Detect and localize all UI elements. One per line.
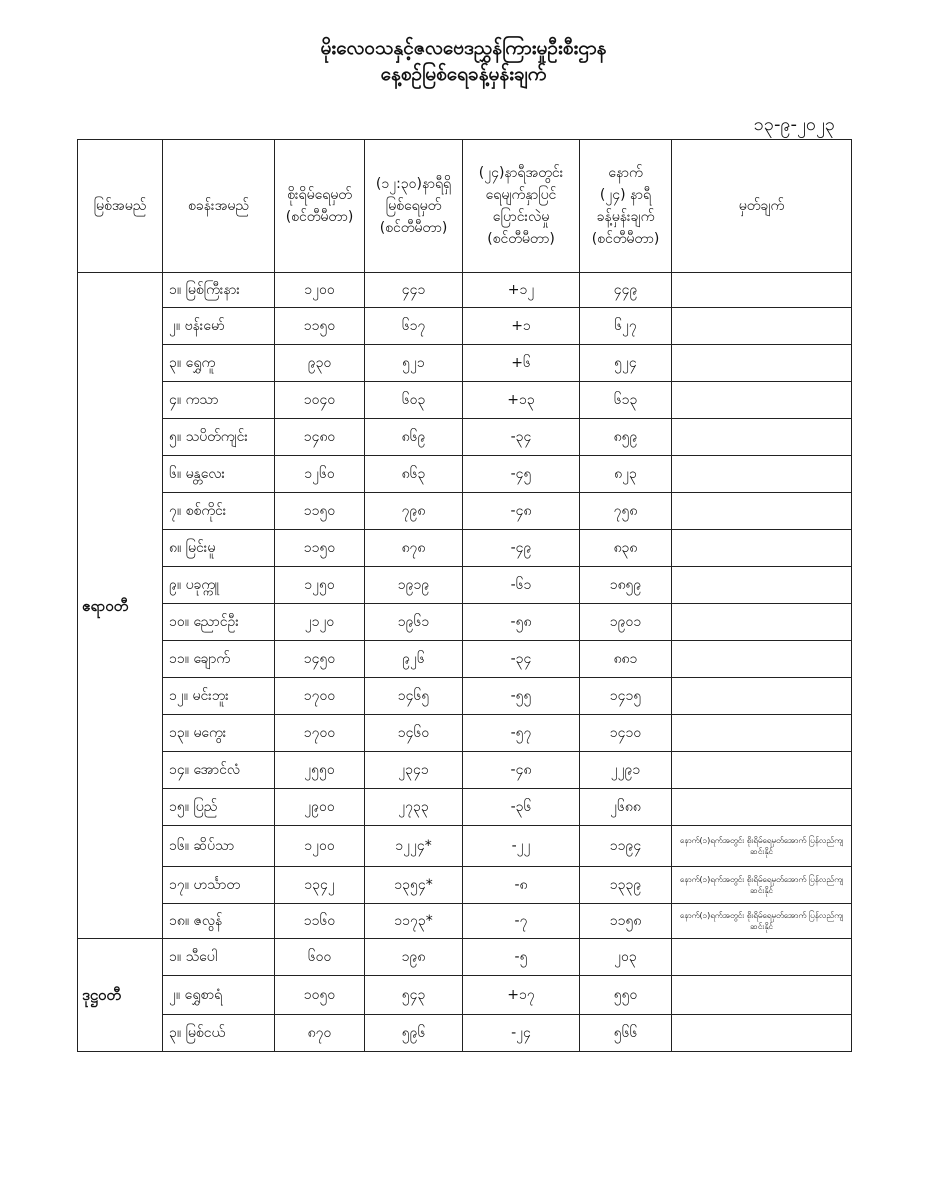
table-row bbox=[78, 752, 852, 789]
change-cell: -၂၄ bbox=[463, 1015, 580, 1052]
station-cell: ၁။ သီပေါ bbox=[163, 939, 275, 976]
change-cell: -၂၂ bbox=[463, 826, 580, 867]
change-cell: -၄၅ bbox=[463, 456, 580, 493]
change-cell: -၄၈ bbox=[463, 752, 580, 789]
danger-level-cell: ၁၁၅၀ bbox=[275, 308, 365, 345]
river-name-cell: ဧရာဝတီ bbox=[78, 273, 163, 939]
station-cell: ၅။ သပိတ်ကျင်း bbox=[163, 419, 275, 456]
header-danger-level: စိုးရိမ်ရေမှတ် (စင်တီမီတာ) bbox=[275, 140, 365, 273]
table-row bbox=[78, 273, 852, 308]
observed-level-cell: ၉၂၆ bbox=[365, 641, 463, 678]
danger-level-cell: ၁၂၀၀ bbox=[275, 273, 365, 308]
forecast-cell: ၈၅၉ bbox=[580, 419, 672, 456]
danger-level-cell: ၂၉၀၀ bbox=[275, 789, 365, 826]
forecast-cell: ၁၈၅၉ bbox=[580, 567, 672, 604]
remark-cell bbox=[672, 382, 852, 419]
danger-level-cell: ၁၄၈၀ bbox=[275, 419, 365, 456]
change-cell: +၁၂ bbox=[463, 273, 580, 308]
station-cell: ၁၅။ ပြည် bbox=[163, 789, 275, 826]
remark-cell bbox=[672, 789, 852, 826]
station-cell: ၁၇။ ဟင်္သာတ bbox=[163, 867, 275, 904]
table-row bbox=[78, 382, 852, 419]
observed-level-cell: ၈၆၃ bbox=[365, 456, 463, 493]
station-cell: ၁၆။ ဆိပ်သာ bbox=[163, 826, 275, 867]
table-row bbox=[78, 789, 852, 826]
change-cell: +၁ bbox=[463, 308, 580, 345]
forecast-cell: ၅၅၀ bbox=[580, 976, 672, 1015]
remark-cell bbox=[672, 567, 852, 604]
station-cell: ၂။ ရွှေစာရံ bbox=[163, 976, 275, 1015]
observed-level-cell: ၁၉၈ bbox=[365, 939, 463, 976]
table-row bbox=[78, 826, 852, 867]
danger-level-cell: ၁၄၅၀ bbox=[275, 641, 365, 678]
observed-level-cell: ၂၇၃၃ bbox=[365, 789, 463, 826]
danger-level-cell: ၁၁၆၀ bbox=[275, 904, 365, 939]
remark-cell bbox=[672, 493, 852, 530]
forecast-cell: ၅၂၄ bbox=[580, 345, 672, 382]
danger-level-cell: ၁၂၆၀ bbox=[275, 456, 365, 493]
table-row bbox=[78, 308, 852, 345]
table-row bbox=[78, 493, 852, 530]
remark-cell bbox=[672, 752, 852, 789]
remark-cell bbox=[672, 715, 852, 752]
forecast-cell: ၈၃၈ bbox=[580, 530, 672, 567]
remark-cell bbox=[672, 641, 852, 678]
observed-level-cell: ၄၄၁ bbox=[365, 273, 463, 308]
forecast-cell: ၁၁၉၄ bbox=[580, 826, 672, 867]
observed-level-cell: ၈၇၈ bbox=[365, 530, 463, 567]
change-cell: -၆၁ bbox=[463, 567, 580, 604]
station-cell: ၄။ ကသာ bbox=[163, 382, 275, 419]
table-row bbox=[78, 641, 852, 678]
station-cell: ၉။ ပခုက္ကူ bbox=[163, 567, 275, 604]
table-row bbox=[78, 345, 852, 382]
observed-level-cell: ၁၉၁၉ bbox=[365, 567, 463, 604]
danger-level-cell: ၉၃၀ bbox=[275, 345, 365, 382]
table-row bbox=[78, 867, 852, 904]
remark-cell bbox=[672, 419, 852, 456]
change-cell: -၅၅ bbox=[463, 678, 580, 715]
forecast-cell: ၁၄၁၅ bbox=[580, 678, 672, 715]
change-cell: -၄၉ bbox=[463, 530, 580, 567]
station-cell: ၁၄။ အောင်လံ bbox=[163, 752, 275, 789]
remark-cell bbox=[672, 273, 852, 308]
change-cell: -၃၄ bbox=[463, 419, 580, 456]
observed-level-cell: ၆၀၃ bbox=[365, 382, 463, 419]
change-cell: -၄၈ bbox=[463, 493, 580, 530]
danger-level-cell: ၁၇၀၀ bbox=[275, 678, 365, 715]
forecast-cell: ၈၈၁ bbox=[580, 641, 672, 678]
department-title: မိုးလေဝသနှင့်ဇလဗေဒညွှန်ကြားမှုဦးစီးဌာန bbox=[320, 37, 607, 59]
station-cell: ၃။ ရွှေကူ bbox=[163, 345, 275, 382]
forecast-cell: ၈၂၃ bbox=[580, 456, 672, 493]
header-station: စခန်းအမည် bbox=[163, 140, 275, 273]
table-row bbox=[78, 567, 852, 604]
remark-cell bbox=[672, 345, 852, 382]
remark-cell bbox=[672, 308, 852, 345]
station-cell: ၂။ ဗန်းမော် bbox=[163, 308, 275, 345]
danger-level-cell: ၈၇၀ bbox=[275, 1015, 365, 1052]
forecast-cell: ၄၄၉ bbox=[580, 273, 672, 308]
change-cell: +၆ bbox=[463, 345, 580, 382]
station-cell: ၈။ မြင်းမူ bbox=[163, 530, 275, 567]
station-cell: ၁၀။ ညောင်ဦး bbox=[163, 604, 275, 641]
station-cell: ၆။ မန္တလေး bbox=[163, 456, 275, 493]
observed-level-cell: ၇၉၈ bbox=[365, 493, 463, 530]
change-cell: -၅၇ bbox=[463, 715, 580, 752]
observed-level-cell: ၁၉၆၁ bbox=[365, 604, 463, 641]
danger-level-cell: ၁၁၅၀ bbox=[275, 530, 365, 567]
change-cell: -၇ bbox=[463, 904, 580, 939]
forecast-cell: ၁၄၁၀ bbox=[580, 715, 672, 752]
table-row bbox=[78, 604, 852, 641]
remark-cell: နောက်(၁)ရက်အတွင်း စိုးရိမ်ရေမှတ်အောက် ပြန်လည်ကျဆင်းနိုင် bbox=[672, 826, 852, 867]
observed-level-cell: ၁၃၅၄* bbox=[365, 867, 463, 904]
forecast-cell: ၅၆၆ bbox=[580, 1015, 672, 1052]
forecast-cell: ၆၁၃ bbox=[580, 382, 672, 419]
remark-cell: နောက်(၁)ရက်အတွင်း စိုးရိမ်ရေမှတ်အောက် ပြန်လည်ကျဆင်းနိုင် bbox=[672, 904, 852, 939]
station-cell: ၁၈။ ဇလွန် bbox=[163, 904, 275, 939]
station-cell: ၁။ မြစ်ကြီးနား bbox=[163, 273, 275, 308]
forecast-cell: ၇၅၈ bbox=[580, 493, 672, 530]
change-cell: -၃၄ bbox=[463, 641, 580, 678]
table-row bbox=[78, 419, 852, 456]
forecast-cell: ၂၂၉၁ bbox=[580, 752, 672, 789]
change-cell: -၃၆ bbox=[463, 789, 580, 826]
observed-level-cell: ၁၄၆၅ bbox=[365, 678, 463, 715]
table-row bbox=[78, 976, 852, 1015]
table-row bbox=[78, 1015, 852, 1052]
river-name-cell: ဒုဋ္ဌဝတီ bbox=[78, 939, 163, 1052]
change-cell: -၈ bbox=[463, 867, 580, 904]
table-row bbox=[78, 678, 852, 715]
remark-cell bbox=[672, 456, 852, 493]
remark-cell bbox=[672, 1015, 852, 1052]
danger-level-cell: ၁၀၅၀ bbox=[275, 976, 365, 1015]
table-body bbox=[78, 273, 852, 1052]
header-remark: မှတ်ချက် bbox=[672, 140, 852, 273]
remark-cell bbox=[672, 939, 852, 976]
forecast-cell: ၂၆၈၈ bbox=[580, 789, 672, 826]
table-row bbox=[78, 904, 852, 939]
danger-level-cell: ၁၂၅၀ bbox=[275, 567, 365, 604]
table-row bbox=[78, 939, 852, 976]
observed-level-cell: ၅၂၁ bbox=[365, 345, 463, 382]
table-row bbox=[78, 456, 852, 493]
danger-level-cell: ၁၁၅၀ bbox=[275, 493, 365, 530]
forecast-cell: ၁၉၀၁ bbox=[580, 604, 672, 641]
observed-level-cell: ၅၉၆ bbox=[365, 1015, 463, 1052]
danger-level-cell: ၁၇၀၀ bbox=[275, 715, 365, 752]
table-row bbox=[78, 530, 852, 567]
observed-level-cell: ၈၆၉ bbox=[365, 419, 463, 456]
observed-level-cell: ၅၄၃ bbox=[365, 976, 463, 1015]
remark-cell: နောက်(၁)ရက်အတွင်း စိုးရိမ်ရေမှတ်အောက် ပြန်လည်ကျဆင်းနိုင် bbox=[672, 867, 852, 904]
header-forecast: နောက် (၂၄) နာရီ ခန့်မှန်းချက် (စင်တီမီတာ) bbox=[580, 140, 672, 273]
header-24h-change: (၂၄)နာရီအတွင်း ရေမျက်နှာပြင် ပြောင်းလဲမှု (စင်တီမီတာ) bbox=[463, 140, 580, 273]
forecast-cell: ၁၃၃၉ bbox=[580, 867, 672, 904]
remark-cell bbox=[672, 678, 852, 715]
danger-level-cell: ၂၅၅၀ bbox=[275, 752, 365, 789]
table-row bbox=[78, 715, 852, 752]
observed-level-cell: ၁၁၇၃* bbox=[365, 904, 463, 939]
observed-level-cell: ၆၁၇ bbox=[365, 308, 463, 345]
observed-level-cell: ၁၄၆၀ bbox=[365, 715, 463, 752]
danger-level-cell: ၁၂၀၀ bbox=[275, 826, 365, 867]
change-cell: +၁၃ bbox=[463, 382, 580, 419]
remark-cell bbox=[672, 604, 852, 641]
station-cell: ၃။ မြစ်ငယ် bbox=[163, 1015, 275, 1052]
table-header-row bbox=[78, 140, 852, 273]
forecast-cell: ၁၁၅၈ bbox=[580, 904, 672, 939]
remark-cell bbox=[672, 976, 852, 1015]
danger-level-cell: ၁၀၄၀ bbox=[275, 382, 365, 419]
danger-level-cell: ၂၁၂၀ bbox=[275, 604, 365, 641]
observed-level-cell: ၁၂၂၄* bbox=[365, 826, 463, 867]
station-cell: ၇။ စစ်ကိုင်း bbox=[163, 493, 275, 530]
station-cell: ၁၁။ ချောက် bbox=[163, 641, 275, 678]
header-river: မြစ်အမည် bbox=[78, 140, 163, 273]
remark-cell bbox=[672, 530, 852, 567]
change-cell: -၅ bbox=[463, 939, 580, 976]
danger-level-cell: ၁၃၄၂ bbox=[275, 867, 365, 904]
station-cell: ၁၂။ မင်းဘူး bbox=[163, 678, 275, 715]
forecast-cell: ၆၂၇ bbox=[580, 308, 672, 345]
change-cell: -၅၈ bbox=[463, 604, 580, 641]
change-cell: +၁၇ bbox=[463, 976, 580, 1015]
forecast-cell: ၂၀၃ bbox=[580, 939, 672, 976]
river-forecast-table bbox=[77, 139, 852, 1052]
observed-level-cell: ၂၃၄၁ bbox=[365, 752, 463, 789]
station-cell: ၁၃။ မကွေး bbox=[163, 715, 275, 752]
report-title: နေ့စဉ်မြစ်ရေခန့်မှန်းချက် bbox=[380, 63, 547, 85]
header-observed-level: (၁၂:၃၀)နာရီရှိ မြစ်ရေမှတ် (စင်တီမီတာ) bbox=[365, 140, 463, 273]
report-date: ၁၃-၉-၂၀၂၃ bbox=[753, 114, 835, 135]
danger-level-cell: ၆၀၀ bbox=[275, 939, 365, 976]
